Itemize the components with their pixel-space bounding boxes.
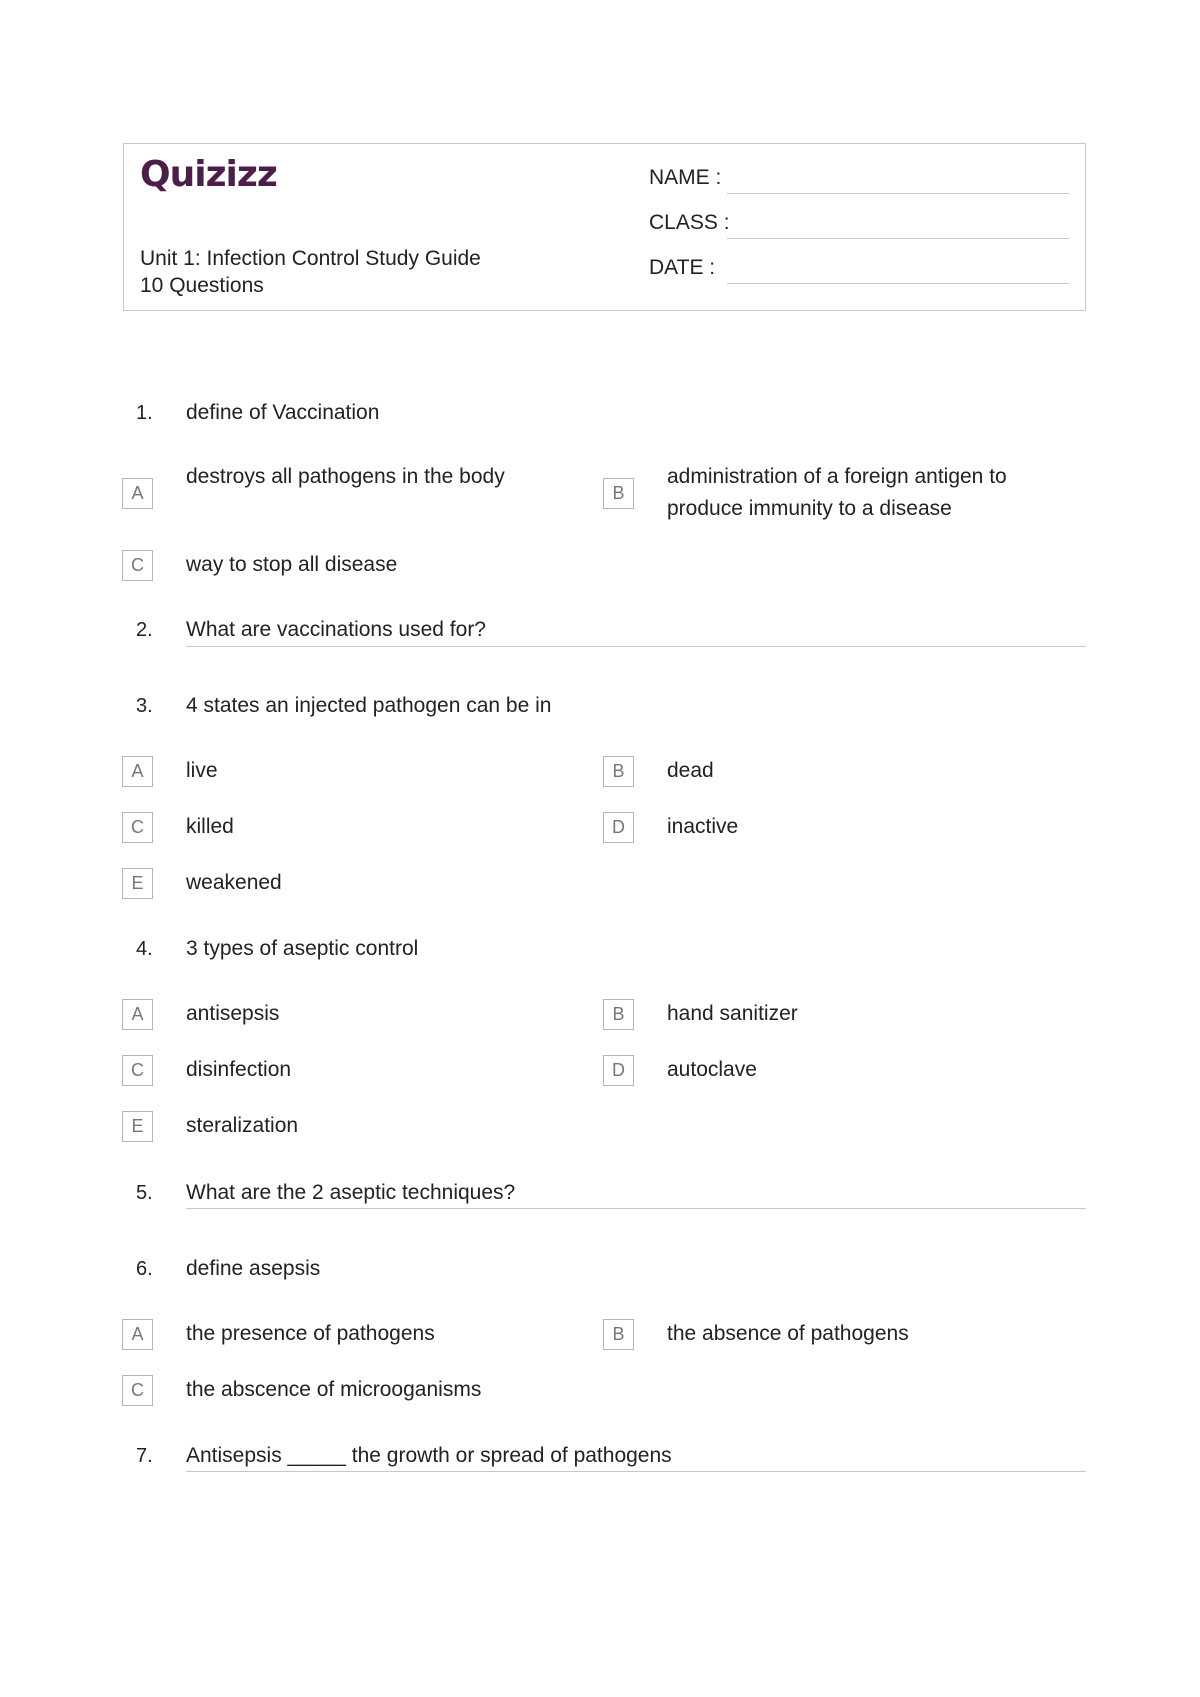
option-box[interactable]: C	[122, 1055, 153, 1086]
question-text: What are vaccinations used for?	[186, 618, 486, 641]
option-box[interactable]: D	[603, 1055, 634, 1086]
option-text: steralization	[186, 1114, 299, 1137]
option-box[interactable]: B	[603, 756, 634, 787]
option-text: live	[186, 759, 218, 782]
option-text: the absence of pathogens	[667, 1322, 909, 1345]
question-text: Antisepsis _____ the growth or spread of pathogens	[186, 1444, 672, 1467]
option-box[interactable]: B	[603, 999, 634, 1030]
option-text: destroys all pathogens in the body	[186, 465, 505, 488]
option-text: disinfection	[186, 1058, 292, 1081]
question-text: define of Vaccination	[186, 401, 380, 424]
question-number: 1.	[136, 402, 153, 424]
answer-line[interactable]	[186, 1208, 1086, 1209]
option-text: autoclave	[667, 1058, 757, 1081]
question-number: 3.	[136, 695, 153, 717]
option-box[interactable]: A	[122, 999, 153, 1030]
class-line[interactable]	[727, 238, 1069, 239]
question-text: 4 states an injected pathogen can be in	[186, 694, 552, 717]
question-number: 6.	[136, 1258, 153, 1280]
question-number: 2.	[136, 619, 153, 641]
option-box[interactable]: B	[603, 478, 634, 509]
worksheet-title: Unit 1: Infection Control Study Guide	[140, 247, 481, 270]
option-box[interactable]: A	[122, 478, 153, 509]
date-field[interactable]	[649, 254, 1069, 284]
answer-line[interactable]	[186, 646, 1086, 647]
quizizz-logo: Quizizz	[140, 154, 277, 195]
option-text: hand sanitizer	[667, 1002, 798, 1025]
option-box[interactable]: A	[122, 756, 153, 787]
option-box[interactable]: C	[122, 812, 153, 843]
option-box[interactable]: A	[122, 1319, 153, 1350]
class-field[interactable]	[649, 209, 1069, 239]
option-text: inactive	[667, 815, 739, 838]
option-box[interactable]: C	[122, 1375, 153, 1406]
option-text: weakened	[186, 871, 282, 894]
option-text: killed	[186, 815, 234, 838]
answer-line[interactable]	[186, 1471, 1086, 1472]
option-text: the presence of pathogens	[186, 1322, 435, 1345]
name-field[interactable]	[649, 164, 1069, 194]
option-box[interactable]: C	[122, 550, 153, 581]
date-line[interactable]	[727, 283, 1069, 284]
question-count: 10 Questions	[140, 274, 264, 297]
option-text: the abscence of microoganisms	[186, 1378, 482, 1401]
question-text: define asepsis	[186, 1257, 321, 1280]
class-label: CLASS :	[649, 211, 730, 234]
question-text: What are the 2 aseptic techniques?	[186, 1181, 516, 1204]
question-number: 7.	[136, 1445, 153, 1467]
option-box[interactable]: E	[122, 1111, 153, 1142]
option-box[interactable]: D	[603, 812, 634, 843]
option-text: antisepsis	[186, 1002, 280, 1025]
name-line[interactable]	[727, 193, 1069, 194]
option-text: way to stop all disease	[186, 553, 398, 576]
option-text: dead	[667, 759, 714, 782]
option-box[interactable]: E	[122, 868, 153, 899]
date-label: DATE :	[649, 256, 716, 279]
question-text: 3 types of aseptic control	[186, 937, 419, 960]
option-text: administration of a foreign antigen to produce immunity to a disease	[667, 465, 1007, 520]
question-number: 4.	[136, 938, 153, 960]
option-box[interactable]: B	[603, 1319, 634, 1350]
question-number: 5.	[136, 1182, 153, 1204]
worksheet-header	[123, 143, 1086, 311]
name-label: NAME :	[649, 166, 722, 189]
